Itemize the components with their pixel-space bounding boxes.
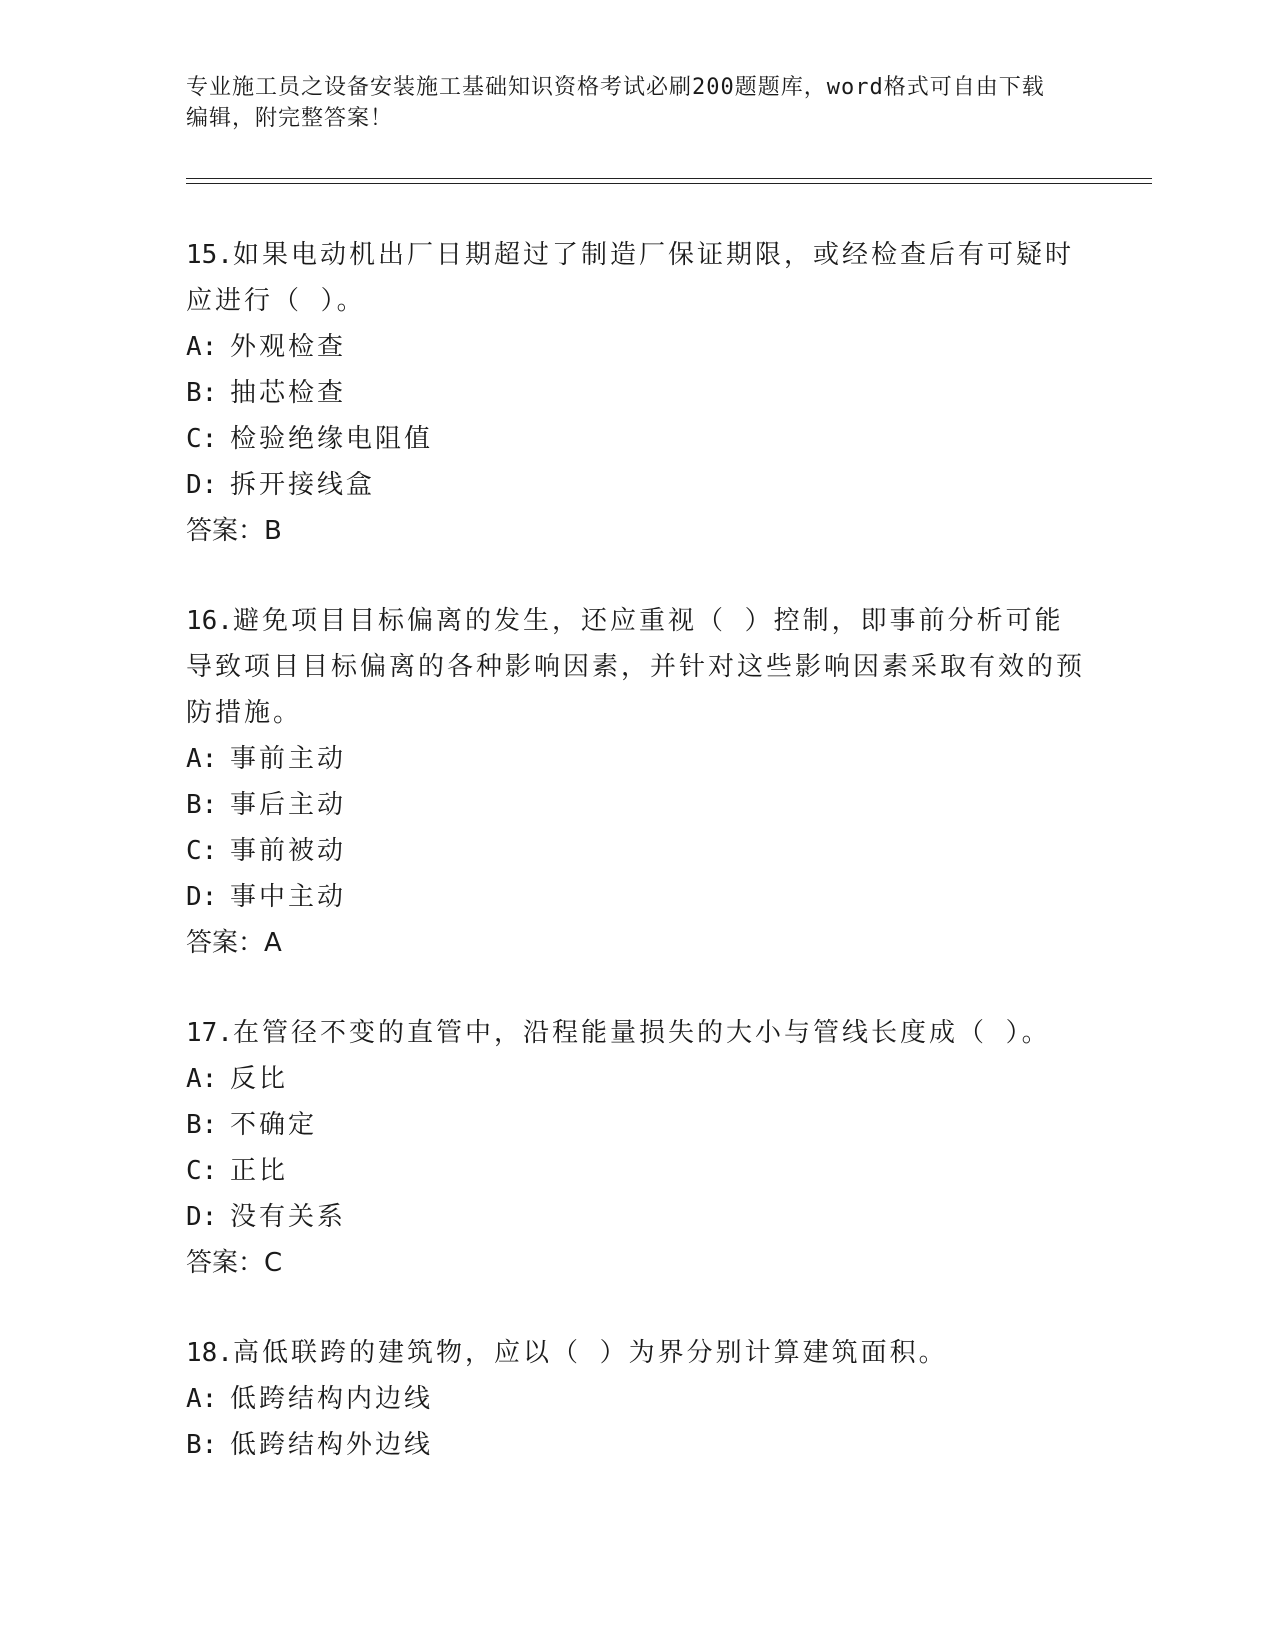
option-text: 不确定 [230, 1110, 318, 1140]
question-text: 如果电动机出厂日期超过了制造厂保证期限，或经检查后有可疑时应进行（ ）。 [186, 240, 1074, 316]
option-b [186, 1102, 1086, 1148]
question-number: 15. [186, 240, 233, 270]
option-c [186, 416, 1086, 462]
option-a [186, 736, 1086, 782]
answer-line: 答案：A [186, 928, 282, 958]
option-text: 外观检查 [230, 332, 347, 362]
option-d [186, 874, 1086, 920]
option-key: B: [186, 1430, 218, 1460]
option-text: 事中主动 [230, 882, 347, 912]
option-text: 反比 [230, 1064, 289, 1094]
option-text: 检验绝缘电阻值 [230, 424, 434, 454]
option-text: 事前主动 [230, 744, 347, 774]
question-text: 避免项目目标偏离的发生，还应重视（ ）控制，即事前分析可能导致项目目标偏离的各种影响因素，并针对这些影响因素采取有效的预防措施。 [186, 606, 1086, 728]
option-key: A: [186, 332, 218, 362]
question-stem [186, 598, 1086, 736]
option-c [186, 1148, 1086, 1194]
document-header [186, 72, 1066, 134]
option-key: B: [186, 790, 218, 820]
option-b [186, 370, 1086, 416]
option-text: 低跨结构内边线 [230, 1384, 434, 1414]
option-text: 拆开接线盒 [230, 470, 376, 500]
option-key: C: [186, 424, 218, 454]
question-number: 16. [186, 606, 233, 636]
option-d [186, 1194, 1086, 1240]
answer-line: 答案：B [186, 516, 282, 546]
option-text: 低跨结构外边线 [230, 1430, 434, 1460]
question-17 [186, 1010, 1086, 1286]
option-text: 事后主动 [230, 790, 347, 820]
option-text: 没有关系 [230, 1202, 347, 1232]
option-key: B: [186, 378, 218, 408]
question-text: 在管径不变的直管中，沿程能量损失的大小与管线长度成（ ）。 [232, 1018, 1051, 1048]
question-18 [186, 1330, 1086, 1468]
option-key: A: [186, 1064, 218, 1094]
option-b [186, 782, 1086, 828]
question-15 [186, 232, 1086, 554]
option-text: 正比 [230, 1156, 289, 1186]
option-key: A: [186, 744, 218, 774]
question-text: 高低联跨的建筑物，应以（ ）为界分别计算建筑面积。 [232, 1338, 948, 1368]
question-number: 18. [186, 1338, 233, 1368]
question-list [186, 232, 1086, 1512]
option-c [186, 828, 1086, 874]
answer-line: 答案：C [186, 1248, 283, 1278]
option-key: A: [186, 1384, 218, 1414]
header-divider-top [186, 178, 1152, 179]
option-key: D: [186, 470, 218, 500]
option-d [186, 462, 1086, 508]
question-number: 17. [186, 1018, 233, 1048]
option-key: C: [186, 1156, 218, 1186]
option-text: 事前被动 [230, 836, 347, 866]
question-16 [186, 598, 1086, 966]
option-a [186, 1056, 1086, 1102]
header-divider-bottom [186, 183, 1152, 184]
option-key: D: [186, 882, 218, 912]
question-stem [186, 232, 1086, 324]
document-title: 专业施工员之设备安装施工基础知识资格考试必刷200题题库，word格式可自由下载编辑，附完整答案！ [186, 75, 1045, 131]
option-a [186, 324, 1086, 370]
option-key: B: [186, 1110, 218, 1140]
question-stem [186, 1330, 1086, 1376]
option-key: D: [186, 1202, 218, 1232]
option-b [186, 1422, 1086, 1468]
option-a [186, 1376, 1086, 1422]
option-key: C: [186, 836, 218, 866]
option-text: 抽芯检查 [230, 378, 347, 408]
question-stem [186, 1010, 1086, 1056]
